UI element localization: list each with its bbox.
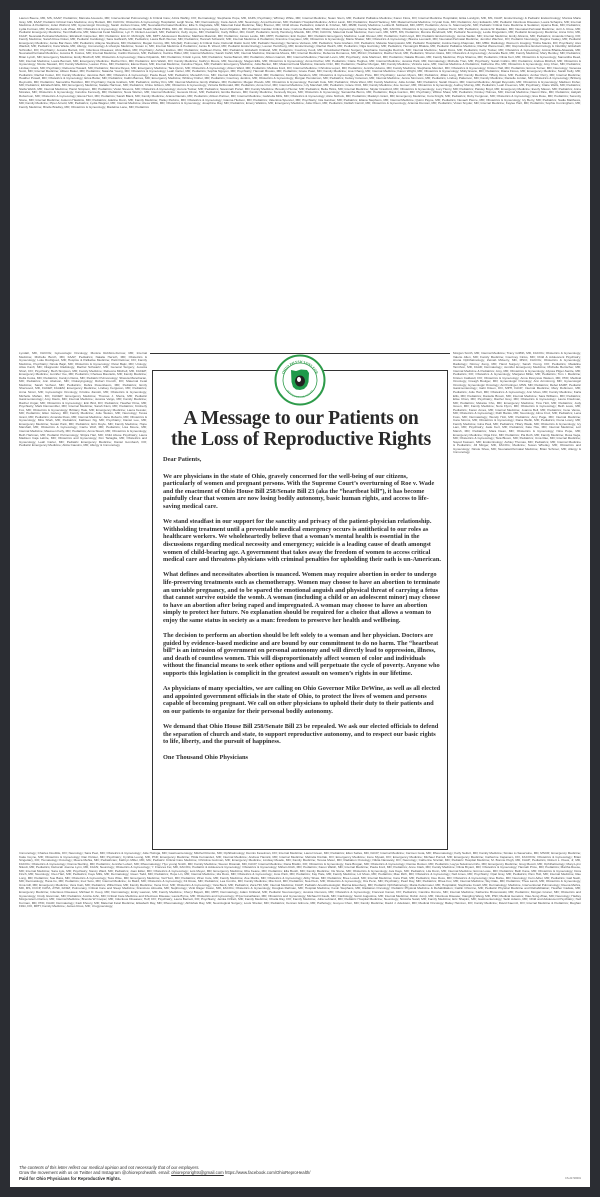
disclaimer: The contents of this letter reflect our medical opinion and not necessarily that of our employers. [19, 1165, 200, 1170]
ohio-physicians-logo-icon [274, 354, 326, 406]
letter-box [152, 359, 448, 850]
paragraph-5: As physicians of many specialties, we are calling on Ohio Governor Mike DeWine, as well as all elected and appointed government officials in the state of Ohio, to protect the lives of women and persons capable of becoming pregnant. We call on other physicians to uphold their duty to their patients and on our patients to organize for their personal bodily autonomy. [163, 685, 441, 715]
paragraph-6: We demand that Ohio House Bill 258/Senate Bill 23 be repealed. We ask our elected officials to defend the separation of church and state, to support reproductive autonomy, and to respect our basic rights to life, liberty, and the pursuit of happiness. [163, 723, 439, 746]
headline-line-1: A Message to our Patients on [183, 408, 419, 429]
ad-code: CS-21718401 [564, 1177, 581, 1180]
letter-body [163, 456, 441, 769]
svg-text:OHIO PHYSICIANS FOR: OHIO PHYSICIANS FOR [281, 359, 319, 375]
signatories-left-column: Lyndall, MD, FACOG; Gynecologic Oncology; Monica Robbins-Furrow, MD; Internal Medicine; Michelle Burch, MD, FAAP; Pediatrics; Natalie Hersch, MD; Obstetrics & Gynecology; Luke Rodriguez, MD; Hospice & Palliative Medicine; Patti Dettmer, DO; Family Medicine, Psychiatry; Nicole Bajic, MD; Obstetrics & Gynecology; Petar Bajic, MD; Urology; Alisa Kanfi, MD; Diagnostic Radiology; Rachel Schwartz, MD; General Surgery; Jessica Short, DO; Psychiatry; Beth Simpson, MD; Family Medicine; Rebecca Mitchell, MD, FACEP; Emergency Medicine; Jennifer Yee, MD; Pediatrics; Chelsea Mauriello, MD; Family Medicine; Della Costa, MD; Pediatrics; Carolyn Deiss, MD; Pediatric Pulmonology; Shweta Manoharan, MD; Pediatrics; Ann Abelson, MD; Otolaryngology; Robert French, DO; Maternal Fetal Medicine; Sarah Verheul, MD; Pediatrics; Debra Rosenbaum, MD; Pediatrics; Emily Sherwood, MD, FACEP, FAAEM; Emergency Medicine; Lindsey Ferguson, MD; Pediatrics; Anna Sironi, MD; Gynecologic Oncology; Kristine Zanotti, MD; Obstetrics & Gynecology; Michelle Mahan, DO, FACEP; Emergency Medicine; Thomas J. Sferra, MD; Pediatric Gastroenterology; Amy Davis, MD; Internal Medicine; Jessica Vargo, MD; Family Medicine; Rachel Ungar, MD; Obstetrics & Gynecology; Erin Bird, DO; Pediatrics; Heather Kline, MD; Psychiatry; Mark Dannemiller, MD; Internal Medicine; Sarah Klein, MD; Pediatrics; Kimberly Fox, MD; Obstetrics & Gynecology; Brittany Hale, MD; Emergency Medicine; Laura Kessler, MD; Pediatrics; Ellen Garvey, MD; Family Medicine; Julie Stokes, MD; Neurology; Tessa Grant, MD; Pediatrics; Amanda Ross, MD; Internal Medicine; Jane Roberts, MD; Obstetrics & Gynecology; Mira Shah, MD; Pediatrics; Kathleen Ng, MD; Psychiatry; Daniel Lee, MD; Emergency Medicine; Susan Park, MD; Pediatrics; Erin Doyle, MD; Family Medicine; Hope Marshall, MD; Obstetrics & Gynecology; Carrie Wolf, MD; Pediatrics; Lisa Moore, MD; Internal Medicine; Maureen Kelly, MD; Pediatrics; Anna Stuart, MD; Obstetrics & Gynecology; Beth Hartman, MD; Pediatric Pulmonology; Shipra Hari, MD; Child Abuse Psychiatry; Laura Madison Caja Labrie, MD; Obstetrics and Gynecology; Kim Tartaglia, MD; Obstetrics and Gynecology; Leah Carter, MD; Pediatric Emergency Medicine; Daniel Gombash, DO; Pediatric Emergency Medicine; Alicia Causins, MD; Allergy & Immunology [19, 352, 147, 448]
footer [19, 1165, 581, 1181]
logo-svg [274, 354, 326, 406]
salutation: Dear Patients, [163, 456, 202, 463]
paragraph-1: We are physicians in the state of Ohio, gravely concerned for the well-being of our citizens, particularly of women and pregnant persons. With the Supreme Court’s overturning of Roe v. Wade and the enactment of Ohio House Bill 258/Senate Bill 23 (aka the “heartbeat bill”), it has become painfully clear that women are now losing bodily autonomy, basic human rights, and access to life-saving medical care. [163, 472, 435, 510]
paragraph-2: We stand steadfast in our support for the sanctity and privacy of the patient-physician relationship. Withholding treatment until a preventable medical emergency occurs is antithetical to our roles as healthcare workers. We wholeheartedly believe that a woman’s mental health is essential in the discussions regarding medical necessity and emergency; suicide is a leading cause of death amongst women of child-bearing age. A government that takes away the freedom of women to access critical medical care and threatens physicians with criminal penalties for upholding their oath is un-American. [163, 518, 441, 564]
paid-for-notice: Paid for Ohio Physicians for Reproductive Rights. [19, 1175, 121, 1181]
signatories-bottom: Immunology; Charles Doolittle, DO; Neurology; Sara Peel, MD; Obstetrics & Gynecology; Julie Holinga, MD; Gastroenterology; Mitchell Romito, MD; Ophthalmology; Dennis Keselman, DO; Internal Medicine; Laurel Green, MD; Pediatrics; Ellen Selles, MD, FACP; Internal Medicine; Carmen Gota, MD; Rheumatology; Kelly Seifert, MD; Family Medicine; Simiao Li-Sauerwine, MD, MSCR; Emergency Medicine; Katie Coyne, MD; Obstetrics & Gynecology; Dan Polster, MD; Psychiatry; Cynthia Leung, MD, PhD; Emergency Medicine; Hilda Fernandez, MD; Internal Medicine; Andrew Hamick, MD; Internal Medicine; Melinda Kiszlak, DO; Emergency Medicine; Irene Mysatt, DO; Emergency Medicine; Michael Purcell, MD; Emergency Medicine; Catherine Capanero, DO, FACOOG; Obstetrics & Gynecology; Brian Singettary, DO; Hematology Oncology; Meera Mehta, MD; Pediatrician; Kathryn Miller, MD, MA; Pediatric Critical Care Medicine; Christina Guzman, MD; Emergency Medicine; Lindsay Meade, MD; Family Medicine; Teresa Meier, MD; Radiation Oncology; Nikita Nanavaty, DO; Neurology; Catherine Sinclair, MD; Pediatric Hospital Medicine; M. Bonnie Pugh, MD, FAAP; Pediatrics; Robert L. Klaus, Jr, MD, FACOG; Obstetrics & Gynecology; Donna Sterling, MD; Pediatrics; Jennifer Lobert, MD; Rheumatology; Hyo young Smith, MD; Family Medicine; Steven Ricanati, MD, FACP; Internal Medicine; Dana Brattin, DO; Obstetrics & Gynecology; Kara Brogan, MD; Obstetrics & Gynecology; Denise Rosten, MD; Pediatrics; Layya Suleiman-Cirlo, MD; Emergency Medicine; Greg Mecoli, MD; Ophthalmology; Mary-Lynn Nikodi, MD; Pediatrics; Deborah Joanne Lynn, MD, FAAN; Neurology; Obstetrics & Gynecology; Y. Frances Fei, MD, FACOG; Pediatric & Adolescent Gynecology; Obstetrics & Gynecology; Miriam Roth, MD; Pediatrics; Karen Walsh, MD; Internal Medicine; Paula Ford, MD; Pediatrics; Anne Clark, MD; Family Medicine; Olivia Bryant, MD; Obstetrics & Gynecology; Hannah Price, MD; Pediatrics; Martha Reese, MD; Internal Medicine; Sara Lyle, MD; Psychiatry; Nancy Ward, MD; Pediatrics; Joan Elder, MD; Obstetrics & Gynecology; Lois Meyer, MD; Emergency Medicine; Rita Keane, MD; Pediatrics; Ella Booth, MD; Family Medicine; Iris Stone, MD; Obstetrics & Gynecology; Ava Kaye, MD; Pediatrics; Lila Dunn, MD; Internal Medicine; Emma Lowe, MD; Pediatrics; Beth Kane, MD; Obstetrics & Gynecology; Dora Finch, MD; Neurology; Cleo Hart, MD; Pediatrics; Faye Mills, MD; Dermatology; Gwen Todd, MD; Pediatrics; Hope Lin, MD; Internal Medicine; Ida Ross, MD; Obstetrics & Gynecology; June Park, MD; Pediatrics; Kay Hale, MD; Family Medicine; Liz Moss, MD; Pediatrics; Mae Rich, MD; Obstetrics & Gynecology; Nell Ames, MD; Psychiatry; Opal Gray, MD; Pediatrics; Pam Holt, MD; Internal Medicine; Rae Long, MD; Pediatrics; Sue Bass, MD; Obstetrics & Gynecology; Tess Wise, MD; Emergency Medicine; Val Hunt, MD; Pediatrics; Wren Cole, MD; Family Medicine; Zoe Marks, MD; Obstetrics & Gynecology; Abby Shaw, MD; Pediatrics; Bree Lowell, MD; Internal Medicine; Cara Pratt, MD; Pediatrics; Dee Ross, MD; Obstetrics & Gynecology; Eve Burke, MD; Neurology; Fern Adler, MD; Pediatrics; Gail Nash, MD; Dermatology; Hana Ito, MD; Pediatrics; Inez Soto, MD; Internal Medicine; Jo Baird, MD; Obstetrics & Gynecology; Kit Rowe, MD; Pediatrics; Lea Combs, MD; Family Medicine; Mia Ford, MD; Pediatrics; Noa Klein, MD; Obstetrics & Gynecology; Ora Penn, MD; Psychiatry; Pearl Day, MD; Pediatrics; Rhea Fox, MD; Internal Medicine; Sky Dale, MD; Pediatrics; Thea Lamb, MD; Obstetrics & Gynecology; Uma Gill, MD; Emergency Medicine; Vera Cain, MD; Pediatrics; Willa Drew, MD; Family Medicine; Xena Cruz, MD; Obstetrics & Gynecology; Yara Beck, MD; Pediatrics; Zara Hill, MD; Internal Medicine; FAAP; Pediatric Anesthesiologist; Marina Eisenberg, MD; Pediatric Ophthalmology; Maria Kellermeier, MD; Hospitalist; Stephanie Cotell, MD; Dermatology; Medicine, Interventional Pulmonology; Reena Mehra, MD, MS, FCCP, FAHA, ATSF, FASM; Pulmonary, Critical Care and Sleep Medicine; Francisco Almeida, MD; Nephrology; Vicki Rager Caton, MD, FACOG; Obstetrics & Gynecology; Douglas Reifman, MD; Hospital Medicine; Kevin Stephans, MD; Radiation Oncology; Pediatric Physical Medicine & Rehabilitation; Caitlin Chiccino, MD; Pediatric Physical Medicine and Rehabilitation; Heather Cadate, MD; Emergency Medicine; Infectious Diseases; Michael D. Keep, MD; Dermatology; Emily Lawson, MD; Family Medicine; Cheryl Bayart, MD, MPH; Dermatology; Adam Kirkland, MD; Pediatric Neurosurgery; Jessica Clemons, MD; Obstetrics & Gynecology; Francest Camet, DO; Pediatrics; Caroline Romce, MD; Internal Medicine; Katherine Brownowski, MD; Pediatrics; Morgan Gruner, MD; Obstetrics and Gynecology; Cindy Giverman, MD; Pediatrics; Amrita John, MD; Critical Care Medicine and Infectious Disease; Laura Byrne, MD; Obstetrics and Gynecology; Priya Gunatharan, MD; Obstetrics and Gynecology; Michael D Faulk, MD; Cardiology; Samir Augustine, MD; Internal Medicine; Robin Jump, MD; Infectious Disease; Xiangling Wang, MD, PhD; Medical Genetics; Xiao-Song Zhao, MD; Neurology; Hadley Morgenstern-Clarren, MD; Internal Medicine; Brenda W Cooper, MD; Infectious Diseases; Huff, DO; Psychiatry; Laura Barnett, DO; Psychiatry; Jenika Ortlieb, MD; Family Medicine; Charla Ray, DO; Family Medicine; Julia Lebrand, MD; Pediatric Hospital Medicine; Neurology; Nimisha Swali, MD; Family Medicine; Eric Shapiro, MD; Gastroenterology; Selin Adams, MD; Child and Adolescent Psychiatry; Neil Korman, MD, PhD, FAAD; Dermatology; Fadi Khoury, MD; Maternal Fetal Medicine; Elisabeth Ray, MD; Rheumatology; Abhishek Ray, MD; Neurological Surgery; Louis Shetter, MD; Pediatrics; Kennan Gilmore, MD; Pathology; Guoyou Chen, MD; Family Medicine; David J. Adelstein, MD; Medical Oncology; Bailey Heinzen, DO; Family Medicine; David Kaemtz, DO; Internal Medicine & Pediatrics; Meghan Fibbi, DO, MPH; Family Medicine; James Ross, MD; Urogynecology; [19, 852, 581, 909]
paragraph-3: What defines and necessitates abortion is nuanced. Women may require abortion in order to undergo life-preserving treatments such as chemotherapy. Women may choose to have an abortion to terminate an unviable pregnancy, and to be spared the emotional anguish and physical threat of carrying a fetus that cannot survive outside the womb. A woman (including a child or an adolescent minor) may choose to have an abortion after being raped and impregnated. A woman may choose to have an abortion simply to protect her future. No explanation should be required for a choice that allows a woman to enjoy the same status in society as a man: freedom to preserve her health and wellbeing. [163, 571, 441, 624]
headline-line-2: the Loss of Reproductive Rights [171, 429, 431, 450]
signature: One Thousand Ohio Physicians [163, 753, 249, 761]
signatories-top: Lauren Beene, MD, MS, FAAP; Pediatrics; Marcela Acevedo, MD; Interventional Pulmonology & Critical Care; Aziza Wahby, DO; Dermatology; Stephanie Pope, MD, FAPA; Psychiatry; Whitney White, MD; Internal Medicine; Noam Stern, MD; Pediatric Palliative Medicine; Karen Flora, DO; Internal Medicine Hospitalist; Erika Lundgrin, MD, MS, FAAP; Endocrinology & Pediatric Endocrinology; Monica Marie Gray, MD, FAAP; Pediatric Critical Care Medicine; Amy Burkett, MD, FACOG; Obstetrics & Gynecology Hospitalist; Leigh Stone, MD; Dermatology; Cara Jacob, MD; Neurology; Anya Kleinman, MD; Pediatric Hospital Medicine; Arthur Lavin, MD; Pediatrics; David Hackney, MD; Maternal Fetal Medicine; Crystal Cole, MD; Pediatrics; Amy Edwards, MD; Pediatric Infectious Diseases; Laura Schapire, MD; Internal Medicine & Pediatrics; Juliet Wolford, MD; Gynecologic Oncology; Sarah Jordan-Crowe, MD; Neonatal-Perinatal Medicine; Ellie S. Ragsdale, MD; Maternal Fetal Medicine; Mary Bremer, MD; Child Abuse Pediatrics; Adarsh E. Krishen, MD, MMM; Family Medicine; Letitia M. McDavid, MD, MPH; Pediatrics; Anne G. Stammerjohn, MD; Pediatric Critical Care Medicine & Sedation; Aparna Bole, MD; Pediatrics; Lydia Furman, MD; Pediatrics; Lulu Zhao, MD; Obstetrics & Gynecology, Women's Mental Health; Maria Phillis, MD, JD; Obstetrics & Gynecology; Kevin Kilgallon, MD; Pediatric Cardiac Critical Care; Corinne Bazella, MD; Obstetrics & Gynecology; Dianne Schaberg, MD, FACOG; Obstetrics & Gynecology; Andrew Hertz, MD; Pediatrics; Jessica W. Madden, MD; Neonatal-Perinatal Medicine; Jerri A. Rose, MD; Pediatric Emergency Medicine; Tani Malhotra, MD; Maternal Fetal Medicine; Lyn H. Dickert-Leonard, MD; Pediatrics; Kelly Joyce, MD; Pediatrics; Carly Wilbur, MD, FAAP; Pediatrics; Emily Hamburg-Shields, MD, PhD, FACOG; Maternal Fetal Medicine; Kam Lam, MD, MPH, MS; Pediatrics; Monica Rendinelli, MD; Pediatric Neurology; Leslie Dingeldein, MD; Pediatric Emergency Medicine; Anna Crist, MD, FAAP; Neonatal-Perinatal Medicine; Elizabeth Carpenter, MD; Pediatrics; Erin R. McKnight, MD, MPH; Adolescent Medicine; Matthew Mascioli, MD; Pediatrics; James Leslie, MD, MPH; Pediatrics; Erin Kepler, MD; Pediatric Emergency Medicine; Leah Russel, MD; Pediatrics; Kelli Lloyd, MD; Pediatric Endocrinology; Jenna Sadler, MD; Internal Medicine; Emily Abrams, MD; Pediatrics; Amanda Chang, DO; Family Medicine; Sarah Rose Dolan, MD; Pediatric Cardiology; Sara Galbraith, MD; Pediatrics; Laura Beth Werner, MD; Pediatrics; Hannah Schwartz, MD; Internal Medicine & Pediatrics; Francine Coeytaux, MD; Obstetrics & Gynecology; Maria Shaker, MD; Obstetrics & Gynecology; Bianca Leonardi, MD; Neonatal-Perinatal Medicine; Jennifer Wachon, DO; Pediatric Neurology; Regina Yeakey, MD; Pediatric Emergency Medicine; Jamie Bar-Ness, MD; Pediatrics; Allayne Stephans, MD; Pediatrics; Megan Conroy, MD, MA (Ed); Pulmonary & Critical Care; Deborah Rakin Gold, MD; Pediatric Neurology; Suzanne Verkess, MD; Pediatrics; Sara Graham, DO; Pediatrics; Melanie Stempowski, MD; Pediatric Hospitalist; Justine Kang-Chapman, MD, MBA; Radiology, Women's Imaging; Trisha Stacks, DO; Psychiatry; Alex Wardell, MD; Pediatrics; Kara Wada, MD; Allergy, Immunology & Lifestyle Medicine; Susan Li, MD; Internal Medicine & Pediatrics; Jamie B. Wood, MD; Pediatric Endocrinology; Lauren Hertzberg, MD; Endocrinology; Rachel Welch, MD; Pediatrics; Olga Guzinsky, MD; Pediatrics; Hemangini Bhakta, MD; Pediatric Palliative Medicine; Rachel Weinerman, MD; Reproductive Endocrinology & Infertility; Elizabeth Schindler, DO; Psychiatry; Jessica Barrett, DO; Infectious Diseases; Abra Bates, MD; Psychiatry; Ashley Endres, MD; Pediatrics; Kathleen Petra, MD; Pediatrics; Elizabeth Kirkland, MD; Pediatrics; Courtney Koult, MD; Oculofacial Plastic Surgery; Stephanie Camaglia Reznick, MD; Internal Medicine; Sarah Doss, MD; Pediatrics; Kelly Tucker, MD; Obstetrics & Gynecology; Amina Bhatia-Attawala, MD; Neonatal-Perinatal Medicine; Jessica B. Kustos, MD; Internal Medicine; Caitlin Romano, MD; Pediatrics; Katrina Hilder, MD; Internal Medicine; Sarah Cahill, MD; Internal Medicine; Ravianna Moura, MD; Internal Medicine; Rebecca Romanos, MD, IBCLC; Pediatrics; Rachel Scott, MD; Pediatrics; Sharon Glass, MD; Obstetrics & Gynecology; Amanda Beck, MD; Family Medicine; Mary Bentley, MD; Pediatrics; Brian Lynch, MD; Emergency Medicine; Emily Bischoff, MD; Obstetrics & Gynecology; Diane Kilpatrick, MD; Pediatrics; Kristin Lyons, MD; Pediatrics; Sonia Barrett, MD; Pediatrics; Allison Garrett, MD; Internal Medicine; Hannah Levin, MD; Psychiatry; Julie Martinez, MD; Pediatrics; Natalie Brooks, MD; Family Medicine; Priya Sharma, MD; Pediatrics; Olivia Kerr, MD; Obstetrics & Gynecology; Samantha Reed, MD; Internal Medicine; Laura Bennett, MD; Emergency Medicine; Rachel Kim, MD; Pediatrics; Erin Walsh, DO; Family Medicine; Kathryn Moore, MD; Neurology; Megan Ellis, MD; Obstetrics & Gynecology; Anna Fischer, MD; Pediatrics; Claire Hughes, MD; Internal Medicine; Jessica Park, MD; Dermatology; Michelle Tran, MD; Psychiatry; Sarah Collins, MD; Pediatrics; Andrea Mitchell, MD; Obstetrics & Gynecology; Nicole Stewart, DO; Family Medicine; Lauren Price, MD; Pediatrics; Elena Rossi, MD; Internal Medicine; Caroline Hayes, MD; Pediatric Emergency Medicine; Julia Becker, MD; Maternal Fetal Medicine; Danielle Ortiz, MD; Pediatrics; Heather Morgan, MD; Family Medicine; Victoria Lane, MD; Internal Medicine & Pediatrics; Katherine Wu, MD; Obstetrics & Gynecology; Amy Chen, MD; Pediatrics; Lindsay Grant, MD; Psychiatry; Rebecca Howard, MD; Pediatrics; Monica Reyes, MD; Emergency Medicine; Tara Quinn, MD; Obstetrics & Gynecology; Alison Ward, MD; Pediatrics; Melissa Ford, DO; Internal Medicine; Christina Lopez, MD; Pediatrics; Jennifer Adams, MD; Family Medicine; Stephanie Mendez, MD; Obstetrics & Gynecology; Kristen Hall, MD; Pediatrics; Emma Turner, MD; Neurology; Vanessa Scott, MD; Internal Medicine; Allison Baker, MD; Pediatrics; Natasha Young, MD; Obstetrics & Gynecology; Leah Carter, MD; Pediatrics; Sophia Nguyen, MD; Psychiatry; Hannah Brooks, MD; Pediatrics; Grace Patel, MD; Family Medicine; Lisa Chang, MD; Internal Medicine; Karen Wright, MD; Obstetrics & Gynecology; Molly Evans, MD; Pediatrics; Diana Flores, MD; Emergency Medicine; Sarah Kelly, MD; Pediatrics; Rachel Foster, DO; Family Medicine; Jasmine Bell, MD; Obstetrics & Gynecology; Paula Reed, MD; Pediatrics; Meredith Cox, MD; Internal Medicine; Brooke Ward, MD; Pediatrics; Kimberly Sanders, MD; Obstetrics & Gynecology; Alexis Price, MD; Psychiatry; Lauren Myers, MD; Pediatrics; Jillian Long, MD; Family Medicine; Tiffany Ross, MD; Pediatrics; Amber Perry, MD; Internal Medicine; Heather Powell, MD; Obstetrics & Gynecology; Erica Butler, MD; Pediatrics; Caitlin Barnes, MD; Emergency Medicine; Whitney Fisher, MD; Pediatrics; Courtney Jenkins, MD; Obstetrics & Gynecology; Morgan Henderson, MD; Pediatrics; Kelsey Coleman, MD; Internal Medicine; Jenna Simmons, MD; Pediatrics; Lindsey Patterson, MD; Family Medicine; Danielle Jordan, MD; Obstetrics & Gynecology; Brittany Reynolds, MD; Pediatrics; Samantha Hamilton, MD; Psychiatry; Kayla Graham, MD; Pediatrics; Ashley Kim, MD; Internal Medicine; Emily Wallace, MD; Pediatrics; Megan Woods, MD; Obstetrics & Gynecology; Hannah Cole, MD; Pediatrics; Olivia West, MD; Family Medicine; Julia Jordan, MD; Pediatrics; Sarah Owens, MD; Internal Medicine; Abigail Reynolds, MD; Obstetrics & Gynecology; Madison Fisher, MD; Pediatrics; Elizabeth Ellis, MD; Emergency Medicine; Natalie Harrison, MD; Pediatrics; Chloe Gibson, MD; Obstetrics & Gynecology; Victoria McDonald, MD; Pediatrics; Anna Cruz, MD; Internal Medicine; Lily Marshall, MD; Pediatrics; Grace Ortiz, MD; Family Medicine; Zoe Gomez, MD; Obstetrics & Gynecology; Audrey Murray, MD; Pediatrics; Leah Freeman, MD; Psychiatry; Claire Wells, MD; Pediatrics; Stella Webb, MD; Internal Medicine; Hazel Simpson, MD; Pediatrics; Violet Stevens, MD; Obstetrics & Gynecology; Aurora Tucker, MD; Pediatrics; Savannah Porter, MD; Family Medicine; Brooklyn Hunter, MD; Pediatrics; Bella Hicks, MD; Internal Medicine; Skylar Crawford, MD; Obstetrics & Gynecology; Lucy Henry, MD; Pediatrics; Paisley Boyd, MD; Emergency Medicine; Everly Mason, MD; Pediatrics; Anna Morales, MD; Obstetrics & Gynecology; Caroline Kennedy, MD; Pediatrics; Nova Warren, MD; Internal Medicine; Genesis Dixon, MD; Pediatrics; Emilia Ramos, MD; Family Medicine; Kennedy Reyes, MD; Obstetrics & Gynecology; Samantha Burns, MD; Pediatrics; Maya Gordon, MD; Psychiatry; Willow Shaw, MD; Pediatrics; Kinsley Holmes, MD; Internal Medicine; Naomi Rice, MD; Pediatrics; Aaliyah Robertson, MD; Obstetrics & Gynecology; Elena Hunt, MD; Pediatrics; Sarah Black, MD; Family Medicine; Ariana Daniels, MD; Pediatrics; Allison Palmer, MD; Internal Medicine; Gabriella Mills, MD; Obstetrics & Gynecology; Alice Nichols, MD; Pediatrics; Madelyn Grant, MD; Emergency Medicine; Cora Knight, MD; Pediatrics; Ruby Ferguson, MD; Obstetrics & Gynecology; Eva Rose, MD; Pediatrics; Serenity Stone, MD; Internal Medicine; Autumn Hawkins, MD; Pediatrics; Adeline Dunn, MD; Family Medicine; Hailey Perkins, MD; Obstetrics & Gynecology; Gianna Hudson, MD; Pediatrics; Valentina Spencer, MD; Psychiatry; Isla Gardner, MD; Pediatrics; Eliana Stephens, MD; Internal Medicine; Quinn Payne, MD; Pediatrics; Nevaeh Pierce, MD; Obstetrics & Gynecology; Ivy Berry, MD; Pediatrics; Sadie Matthews, MD; Family Medicine; Piper Arnold, MD; Pediatrics; Lydia Wagner, MD; Internal Medicine; Alexa Willis, MD; Obstetrics & Gynecology; Josephine Ray, MD; Pediatrics; Emery Watkins, MD; Emergency Medicine; Julia Olson, MD; Pediatrics; Delilah Carroll, MD; Obstetrics & Gynecology; Arianna Duncan, MD; Pediatrics; Vivian Snyder, MD; Internal Medicine; Kaylee Hart, MD; Pediatrics; Sophie Cunningham, MD; Family Medicine; Brielle Bradley, MD; Obstetrics & Gynecology; Madeline Lane, MD; Pediatrics [19, 17, 581, 109]
grow-text: Grow the movement with us on Twitter and Instagram @ohioreprohealth. email: [19, 1170, 172, 1176]
svg-text:REPRODUCTIVE RIGHTS: REPRODUCTIVE RIGHTS [285, 389, 315, 400]
page-title [153, 408, 449, 450]
email-link[interactable]: ohioreprorights@gmail.com [171, 1170, 224, 1176]
facebook-link[interactable]: https://www.facebook.com/OhioReproHealth/ [223, 1170, 311, 1176]
paragraph-4: The decision to perform an abortion should be left solely to a woman and her physician. Doctors are guided by evidence-based medicine and are bound by our commitment to do no harm. The “heartbeat bill” is an intrusion of government on personal autonomy and will directly lead to oppression, illness, and death of countless women. This will disproportionately affect women of color and individuals without the financial means to seek other options and will perpetuate the cycle of poverty. Anyone who supports this legislation is complicit in the greatest assault on women’s rights in our lifetime. [163, 632, 440, 678]
signatories-right-column: Morgan Smith, MD; Internal Medicine; Tracy Griffith, MD, FACOG; Obstetrics & Gynecology; Valerie Allen, MD; Family Medicine; Courtney Cinko, MD; Child & Adolescent Psychiatry; Aruna Ophthalmology; Zeinab Mckerry, MD, MSCI, FACOG; Obstetrics & Gynecology; Radiology; Nimrey Zeng, MD; Hand Surgery; Sarah Young, DO; Pediatrics; Madeline Tarnthon, MD, FAAD; Dermatology; Jennifer Emergency Medicine; Michelle Bertscher, MD; Internal Medicine & Pediatrics; Amy, MD; Obstetrics & Gynecology; Alyssa Pilger-Sentle, MD; Pediatrics; DO; Obstetrics & Gynecology; Margaret Miller, MD; Pediatrics; Tom I. Medicine; Kristen Caldwell, DO; Obstetrics & Gynecology; Anna Dionysius Watson, MD, PhD; Medical Oncology; Creagh Boulger, MD; Gynecologic Oncology; Ann Armstrong, MD; Gynecologic Oncology; Gynecologic Oncology; Anil Fotinger, MSN, MD; Pediatrics; Rebel FAMP; Pediatric Gastroenterology; Gabi Kileen, DO, MPH, FACP; Internal Medicine; Mary Robinson, MD; Pediatrics; Julie Hart, MD; Obstetrics & Gynecology; Ann Moss, MD; Family Medicine; Karla Ellis, MD; Pediatrics; Danielle Brown, MD; Internal Medicine; Sara Williams, MD; Pediatrics; Elise Chan, MD; Psychiatry; Rachel Grey, MD; Obstetrics & Gynecology; Laura Friedman, MD; Pediatrics; Melanie Cho, MD; Emergency Medicine; Tina Holt, MD; Pediatrics; Judy Green, MD; Family Medicine; Nora Flynn, MD; Obstetrics & Gynecology; Beth Lowe, MD; Pediatrics; Karen Ames, MD; Internal Medicine; Joanna Bell, MD; Pediatrics; Irene Vance, MD; Obstetrics & Gynecology; Ruth Banks, MD; Neurology; Alma Cruz, MD; Pediatrics; Lena Foss, MD; Dermatology; Wendy Holt, MD; Pediatrics; Amy Page, MD; Internal Medicine; Cara Simms, MD; Obstetrics & Gynecology; Dana Webb, MD; Pediatrics; Fiona Lowry, MD; Family Medicine; Gina Paul, MD; Pediatrics; Hilary Wade, MD; Obstetrics & Gynecology; Ivy Lam, MD; Psychiatry; Jade Kerr, MD; Pediatrics; Kate Hsu, MD; Internal Medicine; Lori Marsh, MD; Pediatrics; Mara Dean, MD; Obstetrics & Gynecology; Nina Pope, MD; Emergency Medicine; Olga Finn, MD; Pediatrics; Pia Roth, MD; Family Medicine; Rosa Vega, MD; Obstetrics & Gynecology; Tara Bloom, MD; Pediatrics; Uma Rao, MD; Internal Medicine; Sayed Kassem, MD; Endocrinology; Ashley Thomas, MD; Pediatrics; MD; Internal Medicine & Pediatrics; Jill Minger, MD, FACOG; Medicine; Susan Whetley, MD; Obstetrics and Gynecology; Nicole Shea, MD; Neonatal-Perinatal Medicine; Brian Schroer, MD; Allergy & Immunology [453, 352, 581, 455]
ad-sheet [10, 10, 590, 1187]
